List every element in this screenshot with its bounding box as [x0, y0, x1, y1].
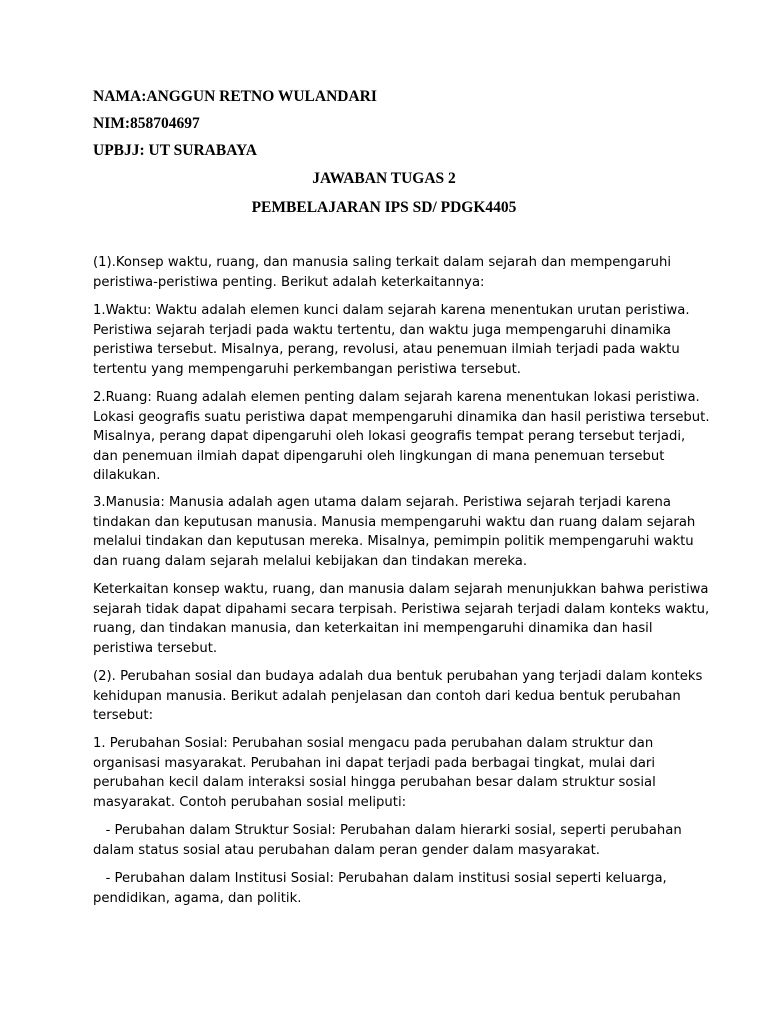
- paragraph-line: peristiwa tersebut. Misalnya, perang, revolusi, atau penemuan ilmiah terjadi pada waktu: [93, 342, 680, 358]
- paragraph: [93, 493, 696, 571]
- paragraph-line: ruang, dan tindakan manusia, dan keterkaitan ini mempengaruhi dinamika dan hasil: [93, 621, 653, 637]
- paragraph: [93, 821, 693, 860]
- paragraph-line: sejarah tidak dapat dipahami secara terpisah. Peristiwa sejarah terjadi dalam konteks waktu,: [93, 601, 710, 617]
- paragraph-line: dan ruang dalam sejarah melalui kebijakan dan tindakan mereka.: [93, 553, 528, 569]
- paragraph-line: (2). Perubahan sosial dan budaya adalah dua bentuk perubahan yang terjadi dalam konteks: [93, 669, 703, 684]
- paragraph-line: perubahan kecil dalam interaksi sosial hingga perubahan besar dalam struktur sosial: [93, 775, 656, 791]
- student-name: NAMA:ANGGUN RETNO WULANDARI: [93, 88, 377, 105]
- paragraph: [93, 869, 693, 908]
- document-title: JAWABAN TUGAS 2: [312, 170, 456, 187]
- paragraph-line: tindakan dan keputusan manusia. Manusia mempengaruhi waktu dan ruang dalam sejarah: [93, 514, 696, 530]
- paragraph: [93, 734, 693, 812]
- paragraph-line: dilakukan.: [93, 468, 161, 484]
- paragraph-line: 3.Manusia: Manusia adalah agen utama dalam sejarah. Peristiwa sejarah terjadi karena: [93, 495, 671, 510]
- paragraph-line: peristiwa tersebut.: [93, 640, 218, 656]
- paragraph-line: Keterkaitan konsep waktu, ruang, dan manusia dalam sejarah menunjukkan bahwa peristiwa: [93, 582, 709, 597]
- paragraph-line: kehidupan manusia. Berikut adalah penjelasan dan contoh dari kedua bentuk perubahan: [93, 688, 681, 704]
- paragraph-line: dalam status sosial atau perubahan dalam peran gender dalam masyarakat.: [93, 842, 600, 858]
- paragraph: [93, 253, 693, 292]
- paragraph-line: dan penemuan ilmiah dapat dipengaruhi oleh lingkungan di mana penemuan tersebut: [93, 448, 665, 464]
- student-nim: NIM:858704697: [93, 115, 200, 132]
- paragraph: [93, 388, 710, 486]
- paragraph-line: peristiwa-peristiwa penting. Berikut adalah keterkaitannya:: [93, 274, 485, 290]
- paragraph-line: - Perubahan dalam Struktur Sosial: Perubahan dalam hierarki sosial, seperti perubahan: [93, 823, 682, 838]
- paragraph-line: 1. Perubahan Sosial: Perubahan sosial mengacu pada perubahan dalam struktur dan: [93, 736, 654, 751]
- paragraph-line: Lokasi geografis suatu peristiwa dapat mempengaruhi dinamika dan hasil peristiwa tersebut.: [93, 409, 710, 425]
- paragraph-line: melalui tindakan dan keputusan mereka. Misalnya, pemimpin politik mempengaruhi waktu: [93, 534, 694, 550]
- paragraph-line: 2.Ruang: Ruang adalah elemen penting dalam sejarah karena menentukan lokasi peristiwa.: [93, 390, 700, 405]
- paragraph-line: Misalnya, perang dapat dipengaruhi oleh lokasi geografis tempat perang tersebut terjadi,: [93, 429, 686, 445]
- paragraph-line: tertentu yang mempengaruhi perkembangan peristiwa tersebut.: [93, 361, 521, 377]
- paragraph-line: (1).Konsep waktu, ruang, dan manusia saling terkait dalam sejarah dan mempengaruhi: [93, 255, 672, 270]
- paragraph-line: 1.Waktu: Waktu adalah elemen kunci dalam sejarah karena menentukan urutan peristiwa.: [93, 303, 690, 318]
- paragraph-line: tersebut:: [93, 708, 154, 724]
- paragraph-line: masyarakat. Contoh perubahan sosial meliputi:: [93, 794, 407, 810]
- paragraph: [93, 301, 693, 379]
- paragraph-line: - Perubahan dalam Institusi Sosial: Perubahan dalam institusi sosial seperti keluarga,: [93, 871, 667, 886]
- paragraph-line: pendidikan, agama, dan politik.: [93, 890, 302, 906]
- paragraph-line: organisasi masyarakat. Perubahan ini dapat terjadi pada berbagai tingkat, mulai dari: [93, 755, 655, 771]
- paragraph: [93, 580, 710, 658]
- student-upbjj: UPBJJ: UT SURABAYA: [93, 142, 257, 159]
- paragraph: [93, 667, 703, 726]
- paragraph-line: Peristiwa sejarah terjadi pada waktu tertentu, dan waktu juga mempengaruhi dinamika: [93, 322, 671, 338]
- document-subtitle: PEMBELAJARAN IPS SD/ PDGK4405: [251, 199, 517, 216]
